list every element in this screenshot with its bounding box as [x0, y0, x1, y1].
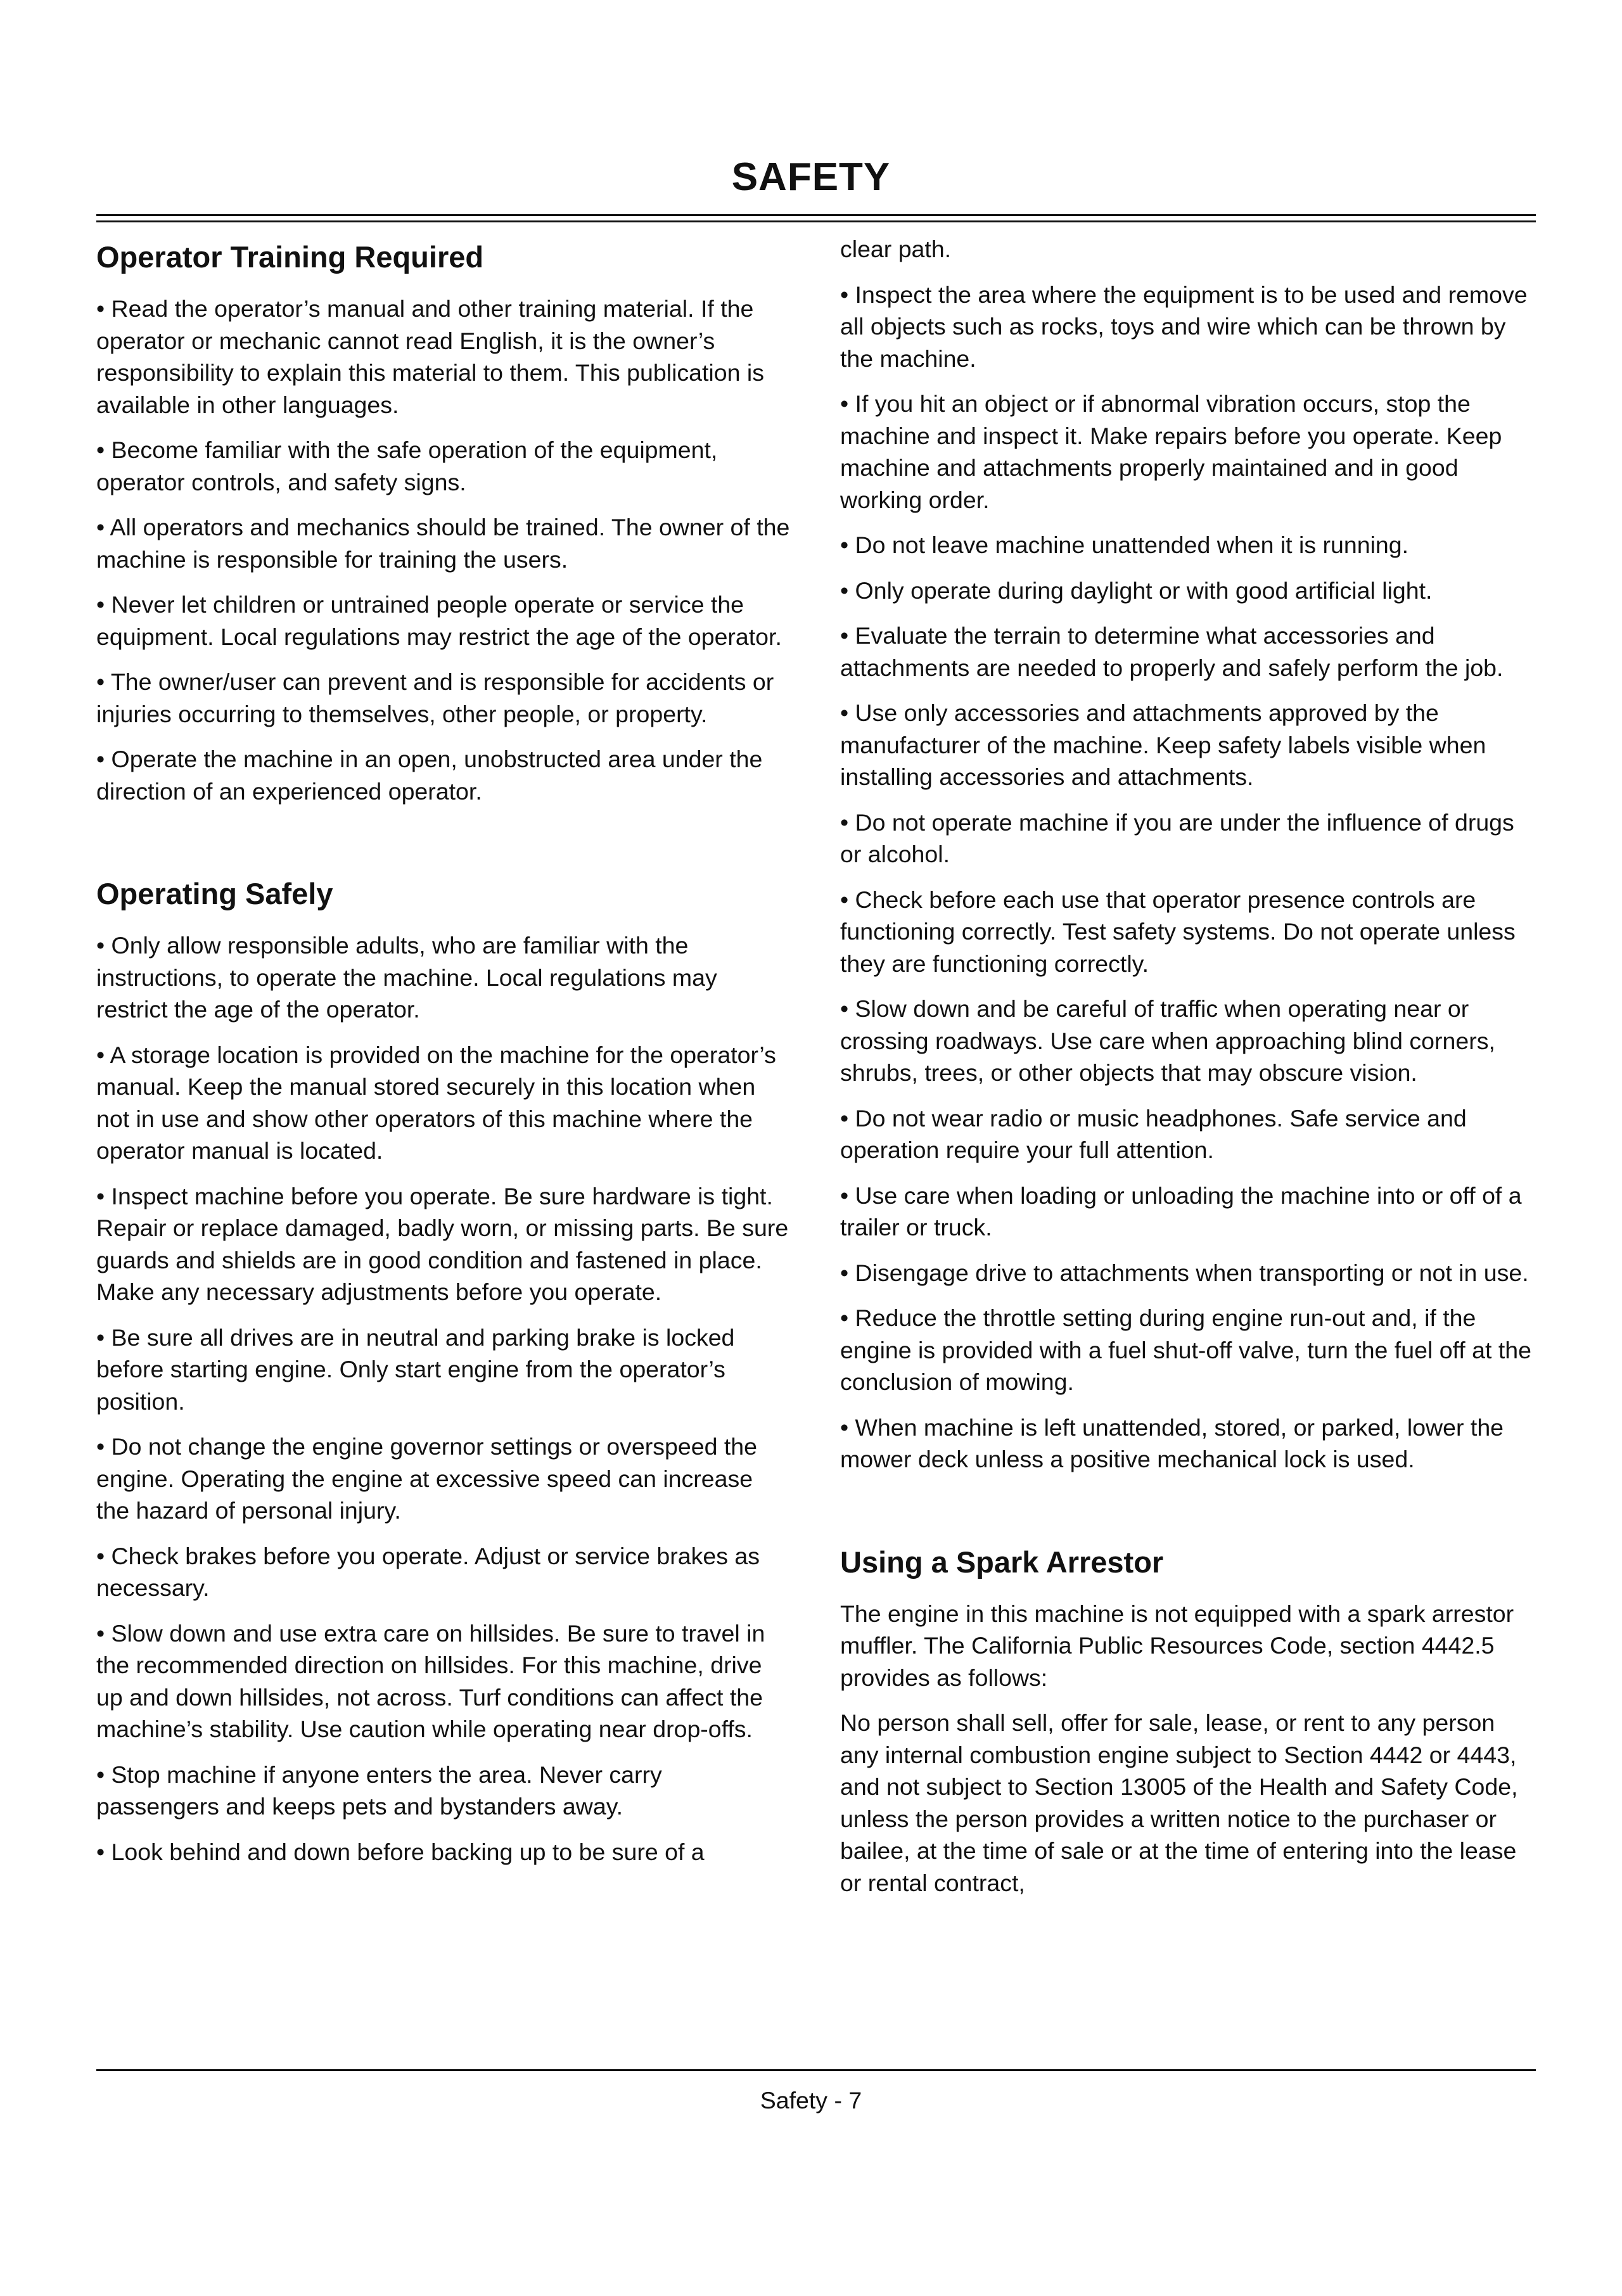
paragraph: • Be sure all drives are in neutral and parking brake is locked before starting engine. Only start engine from the operator’s position. [96, 1323, 735, 1415]
paragraph: • Never let children or untrained people operate or service the equipment. Local regulations may restrict the age of the operator. [96, 591, 782, 650]
paragraph: • A storage location is provided on the machine for the operator’s manual. Keep the manual stored securely in this location when not in use and show other operators of this machine where the operator manual is located. [96, 1041, 776, 1164]
paragraph: • Inspect the area where the equipment is to be used and remove all objects such as rocks, toys and wire which can be thrown by the machine. [840, 281, 1528, 372]
paragraph: • Use only accessories and attachments approved by the manufacturer of the machine. Keep safety labels visible when installing accessories and attachments. [840, 699, 1486, 790]
paragraph: • Do not change the engine governor settings or overspeed the engine. Operating the engine at excessive speed can increase the hazard of personal injury. [96, 1433, 757, 1524]
paragraph: • Disengage drive to attachments when transporting or not in use. [840, 1259, 1529, 1286]
paragraph: No person shall sell, offer for sale, lease, or rent to any person any internal combustion engine subject to Section 4442 or 4443, and not subject to Section 13005 of the Health and Safety Code, unless the person provides a written notice to the purchaser or bailee, at the time of sale or at the time of entering into the lease or rental contract, [840, 1709, 1518, 1896]
paragraph: • Use care when loading or unloading the machine into or off of a trailer or truck. [840, 1182, 1522, 1240]
paragraph: • Do not operate machine if you are under the influence of drugs or alcohol. [840, 808, 1514, 867]
paragraph: • The owner/user can prevent and is responsible for accidents or injuries occurring to themselves, other people, or property. [96, 668, 774, 727]
paragraph: • Slow down and use extra care on hillsides. Be sure to travel in the recommended direction on hillsides. For this machine, drive up and down hillsides, not across. Turf conditions can affect the machine’s stability. Use caution while operating near drop-offs. [96, 1619, 765, 1742]
paragraph: The engine in this machine is not equipped with a spark arrestor muffler. The California Public Resources Code, section 4442.5 provides as follows: [840, 1600, 1514, 1691]
paragraph: • Only operate during daylight or with good artificial light. [840, 577, 1433, 604]
paragraph: • Operate the machine in an open, unobstructed area under the direction of an experienced operator. [96, 746, 763, 805]
paragraph: • Only allow responsible adults, who are familiar with the instructions, to operate the machine. Local regulations may restrict the age of the operator. [96, 932, 717, 1023]
page-title: SAFETY [731, 155, 891, 199]
paragraph: • Become familiar with the safe operation of the equipment, operator controls, and safety signs. [96, 437, 718, 495]
page-number: Safety - 7 [760, 2087, 862, 2114]
section-heading-operator-training: Operator Training Required [96, 240, 484, 274]
paragraph: • Evaluate the terrain to determine what accessories and attachments are needed to properly and safely perform the job. [840, 622, 1504, 681]
paragraph: • Stop machine if anyone enters the area. Never carry passengers and keeps pets and bystanders away. [96, 1761, 662, 1820]
paragraph: • Check before each use that operator presence controls are functioning correctly. Test safety systems. Do not operate unless they are functioning correctly. [840, 886, 1516, 977]
paragraph: • Slow down and be careful of traffic when operating near or crossing roadways. Use care when approaching blind corners, shrubs, trees, or other objects that may obscure vision. [840, 995, 1495, 1086]
header-rule-double [96, 220, 1536, 222]
section-spacer [840, 1489, 1534, 1545]
paragraph: • If you hit an object or if abnormal vibration occurs, stop the machine and inspect it. Make repairs before you operate. Keep machine and attachments properly maintained and in good working order. [840, 390, 1502, 513]
right-column [840, 233, 1534, 1912]
header-rule [96, 214, 1536, 216]
section-heading-spark-arrestor: Using a Spark Arrestor [840, 1545, 1164, 1579]
paragraph: • Do not leave machine unattended when it is running. [840, 532, 1409, 558]
paragraph: • Read the operator’s manual and other training material. If the operator or mechanic cannot read English, it is the owner’s responsibility to explain this material to them. This publication is available in other languages. [96, 295, 764, 418]
paragraph: • Inspect machine before you operate. Be sure hardware is tight. Repair or replace damaged, badly worn, or missing parts. Be sure guards and shields are in good condition and fastened in place. Make any necessary adjustments before you operate. [96, 1182, 789, 1305]
paragraph: clear path. [840, 236, 952, 262]
paragraph: • When machine is left unattended, stored, or parked, lower the mower deck unless a positive mechanical lock is used. [840, 1413, 1504, 1472]
footer-rule [96, 2069, 1536, 2071]
paragraph: • All operators and mechanics should be trained. The owner of the machine is responsible for training the users. [96, 514, 790, 573]
paragraph: • Check brakes before you operate. Adjust or service brakes as necessary. [96, 1542, 760, 1601]
paragraph: • Look behind and down before backing up to be sure of a [96, 1838, 705, 1865]
section-spacer [96, 820, 790, 876]
paragraph: • Do not wear radio or music headphones. Safe service and operation require your full attention. [840, 1104, 1467, 1163]
left-column [96, 233, 790, 1881]
paragraph: • Reduce the throttle setting during engine run-out and, if the engine is provided with a fuel shut-off valve, turn the fuel off at the conclusion of mowing. [840, 1304, 1531, 1395]
section-heading-operating-safely: Operating Safely [96, 877, 333, 910]
